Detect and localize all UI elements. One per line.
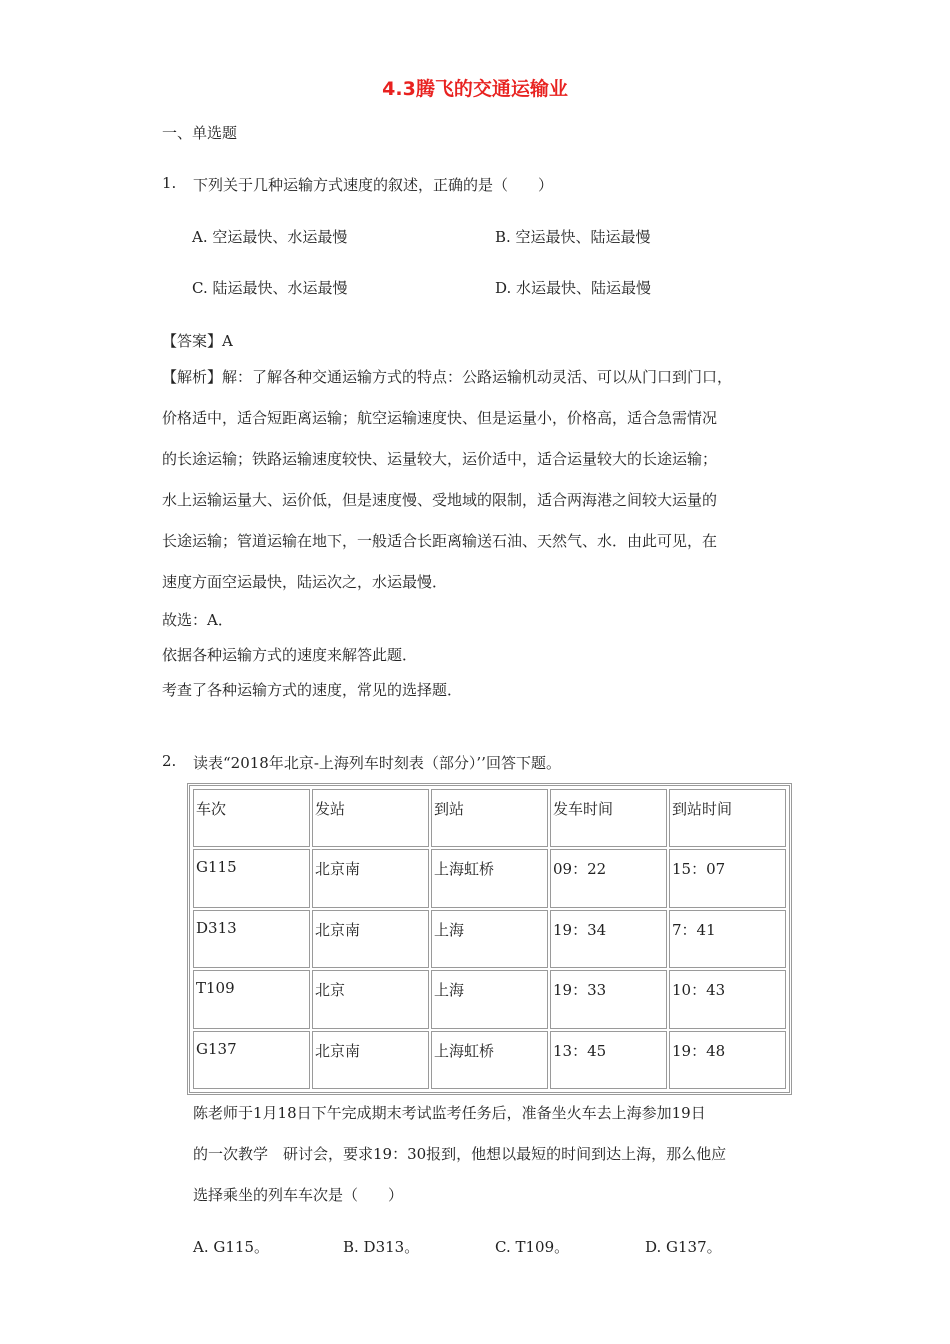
section-heading: 一、单选题 (162, 124, 238, 142)
table-header-cell: 发站 (312, 789, 429, 847)
table-row (193, 849, 786, 907)
q1-tip: 依据各种运输方式的速度来解答此题． (162, 646, 418, 664)
q2-option-b: B. D313。 (343, 1238, 420, 1256)
table-cell: 上海虹桥 (431, 849, 548, 907)
table-row (193, 910, 786, 968)
table-cell: 09：22 (550, 849, 667, 907)
table-cell: T109 (193, 970, 310, 1028)
table-cell: 北京南 (312, 849, 429, 907)
q2-passage-line: 的一次教学 研讨会，要求19：30报到，他想以最短的时间到达上海，那么他应 (193, 1145, 727, 1163)
q1-number: 1. (162, 174, 177, 192)
table-cell: 13：45 (550, 1031, 667, 1089)
table-header-cell: 到站 (431, 789, 548, 847)
table-cell: G137 (193, 1031, 310, 1089)
q1-option-c: C. 陆运最快、水运最慢 (192, 279, 348, 297)
table-cell: 北京南 (312, 910, 429, 968)
document-title: 4.3腾飞的交通运输业 (382, 78, 568, 100)
q1-option-b: B. 空运最快、陆运最慢 (495, 228, 651, 246)
q2-stem: 读表“2018年北京-上海列车时刻表（部分）’’回答下题。 (193, 754, 561, 772)
table-header-cell: 到站时间 (669, 789, 786, 847)
q1-option-d: D. 水运最快、陆运最慢 (495, 279, 652, 297)
q1-analysis-line: 水上运输运量大、运价低，但是速度慢、受地域的限制，适合两海港之间较大运量的 (162, 491, 718, 509)
table-header-row (193, 789, 786, 847)
timetable (187, 783, 792, 1095)
q1-review: 考查了各种运输方式的速度，常见的选择题． (162, 681, 463, 699)
q1-analysis-line: 长途运输；管道运输在地下，一般适合长距离输送石油、天然气、水．由此可见，在 (162, 532, 718, 550)
q1-option-a: A. 空运最快、水运最慢 (192, 228, 348, 246)
q1-analysis-line: 价格适中，适合短距离运输；航空运输速度快、但是运量小，价格高，适合急需情况 (162, 409, 718, 427)
table-cell: 10：43 (669, 970, 786, 1028)
q1-analysis-line: 【解析】解：了解各种交通运输方式的特点：公路运输机动灵活、可以从门口到门口， (162, 368, 733, 386)
q2-option-d: D. G137。 (645, 1238, 722, 1256)
table-cell: 北京 (312, 970, 429, 1028)
table-cell: 7：41 (669, 910, 786, 968)
q1-choice: 故选：A． (162, 611, 233, 629)
table-cell: 北京南 (312, 1031, 429, 1089)
table-header-cell: 车次 (193, 789, 310, 847)
table-cell: 19：34 (550, 910, 667, 968)
q1-answer: 【答案】A (162, 332, 233, 350)
table-cell: G115 (193, 849, 310, 907)
table-row (193, 1031, 786, 1089)
table-cell: 19：48 (669, 1031, 786, 1089)
table-cell: D313 (193, 910, 310, 968)
q1-stem: 下列关于几种运输方式速度的叙述，正确的是（ ） (193, 176, 554, 194)
q2-option-c: C. T109。 (495, 1238, 570, 1256)
table-cell: 上海虹桥 (431, 1031, 548, 1089)
q2-number: 2. (162, 752, 177, 770)
table-row (193, 970, 786, 1028)
table-header-cell: 发车时间 (550, 789, 667, 847)
q2-passage-line: 选择乘坐的列车车次是（ ） (193, 1186, 404, 1204)
q2-passage-line: 陈老师于1月18日下午完成期末考试监考任务后，准备坐火车去上海参加19日 (193, 1104, 706, 1122)
q1-analysis-line: 的长途运输；铁路运输速度较快、运量较大，运价适中，适合运量较大的长途运输； (162, 450, 718, 468)
table-cell: 19：33 (550, 970, 667, 1028)
q1-analysis-line: 速度方面空运最快，陆运次之，水运最慢． (162, 573, 448, 591)
table-cell: 上海 (431, 970, 548, 1028)
q2-option-a: A. G115。 (193, 1238, 269, 1256)
table-cell: 15：07 (669, 849, 786, 907)
table-cell: 上海 (431, 910, 548, 968)
